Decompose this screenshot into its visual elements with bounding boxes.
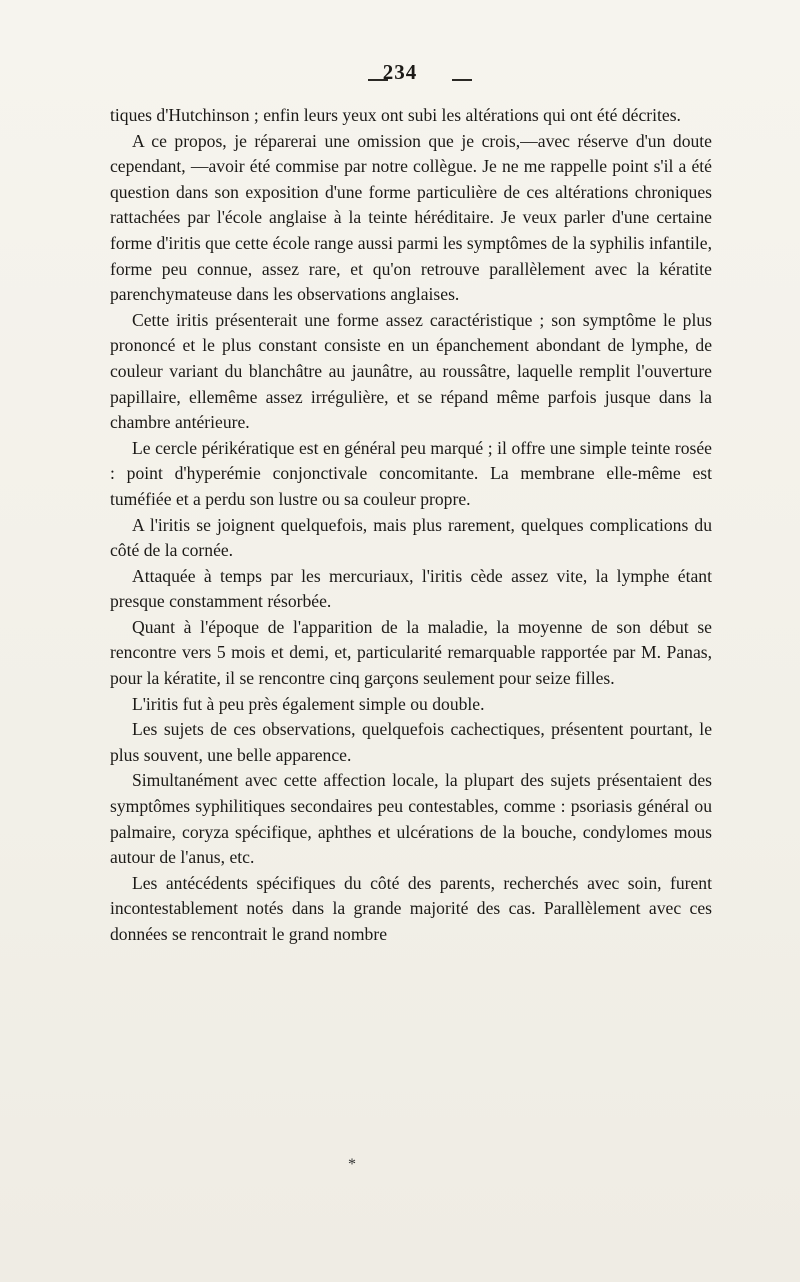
paragraph: L'iritis fut à peu près également simple ou double. xyxy=(132,693,485,714)
body-text xyxy=(110,103,712,948)
paragraph: Simultanément avec cette affection locale, la plupart des sujets présentaient des symptômes syphilitiques secondaires peu contestables, comme : psoriasis général ou palmaire, coryza spécifique, aphthes et ulcérations de la bouche, condylomes mous autour de l'anus, etc. xyxy=(110,770,712,868)
paragraph: Les antécédents spécifiques du côté des parents, recherchés avec soin, furent incontestablement notés dans la grande majorité des cas. Parallèlement avec ces données se rencontrait le grand nombre xyxy=(110,872,712,944)
paragraph: Attaquée à temps par les mercuriaux, l'iritis cède assez vite, la lymphe étant presque constamment résorbée. xyxy=(110,565,712,612)
paragraph: Le cercle périkératique est en général peu marqué ; il offre une simple teinte rosée : point d'hyperémie conjonctivale concomitante. La membrane elle-même est tuméfiée et a perdu son lustre ou sa couleur propre. xyxy=(110,437,712,509)
page-number: 234 xyxy=(382,60,418,84)
paragraph: tiques d'Hutchinson ; enfin leurs yeux ont subi les altérations qui ont été décrites. xyxy=(110,105,681,125)
footer-ornament: * xyxy=(348,1156,356,1173)
paragraph: Les sujets de ces observations, quelquefois cachectiques, présentent pourtant, le plus souvent, une belle apparence. xyxy=(110,719,712,765)
paragraph: A ce propos, je réparerai une omission que je crois,—avec réserve d'un doute cependant, —avoir été commise par notre collègue. Je ne me rappelle point s'il a été question dans son exposition d'une forme particulière de ces altérations chroniques rattachées par l'école anglaise à la teinte héréditaire. Je veux parler d'une certaine forme d'iritis que cette école range aussi parmi les symptômes de la syphilis infantile, forme peu connue, assez rare, et qu'on retrouve parallèlement avec la kératite parenchymateuse dans les observations anglaises. xyxy=(110,130,712,305)
paragraph: A l'iritis se joignent quelquefois, mais plus rarement, quelques complications du côté de la cornée. xyxy=(110,514,712,561)
paragraph: Quant à l'époque de l'apparition de la maladie, la moyenne de son début se rencontre vers 5 mois et demi, et, particularité remarquable rapportée par M. Panas, pour la kératite, il se rencontre cinq garçons seulement pour seize filles. xyxy=(110,616,712,689)
paragraph: Cette iritis présenterait une forme assez caractéristique ; son symptôme le plus prononcé et le plus constant consiste en un épanchement abondant de lymphe, de couleur variant du blanchâtre au jaunâtre, au roussâtre, laquelle remplit l'ouverture papillaire, ellemême assez irrégulière, et se répand même parfois jusque dans la chambre antérieure. xyxy=(110,309,712,433)
